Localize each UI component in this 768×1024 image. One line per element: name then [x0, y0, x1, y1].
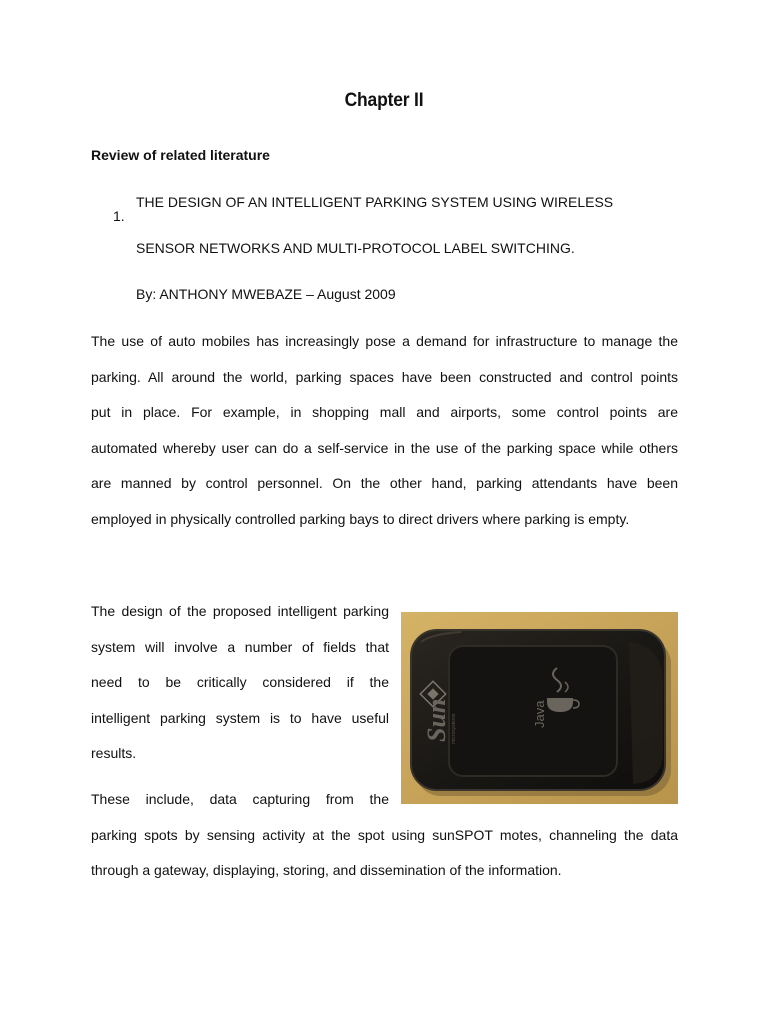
list-number: 1.	[113, 208, 125, 224]
reference-entry	[136, 193, 676, 331]
reference-title-line-1: THE DESIGN OF AN INTELLIGENT PARKING SYSTEM USING WIRELESS	[136, 194, 614, 210]
paragraph-line: parking spots by sensing activity at the spot using sunSPOT motes, channeling the data	[91, 826, 678, 843]
paragraph-line: These include, data capturing from the	[91, 791, 389, 807]
paragraph-line: are manned by control personnel. On the other hand, parking attendants have been	[91, 475, 678, 492]
paragraph-line: through a gateway, displaying, storing, and dissemination of the information.	[91, 862, 562, 879]
sunspot-device-photo	[401, 612, 678, 804]
paragraph-line: intelligent parking system is to have useful	[91, 709, 389, 726]
paragraph-line: employed in physically controlled parking bays to direct drivers where parking is empty.	[91, 510, 630, 527]
paragraph-line: put in place. For example, in shopping mall and airports, some control points are	[91, 404, 678, 421]
java-text: Java	[532, 700, 547, 728]
microsystems-text: microsystems	[451, 713, 457, 744]
section-heading: Review of related literature	[91, 147, 270, 163]
sun-brand-text: Sun	[422, 698, 451, 742]
reference-title-line-2: SENSOR NETWORKS AND MULTI-PROTOCOL LABEL SWITCHING.	[136, 240, 575, 256]
paragraph-line: system will involve a number of fields that	[91, 638, 389, 655]
paragraph-line: The use of auto mobiles has increasingly pose a demand for infrastructure to manage the	[91, 333, 678, 349]
paragraph-line: parking. All around the world, parking spaces have been constructed and control points	[91, 368, 678, 385]
chapter-title: Chapter II	[344, 90, 424, 111]
paragraph-line: The design of the proposed intelligent parking	[91, 603, 389, 619]
sunspot-device-illustration	[401, 612, 678, 804]
reference-byline: By: ANTHONY MWEBAZE – August 2009	[136, 286, 396, 302]
paragraph-line: automated whereby user can do a self-service in the use of the parking space while others	[91, 439, 678, 456]
paragraph-intro	[91, 332, 678, 546]
paragraph-line: results.	[91, 745, 137, 762]
paragraph-line: need to be critically considered if the	[91, 674, 389, 691]
paragraph-design	[91, 602, 389, 780]
device-side-cap	[629, 642, 663, 784]
paragraph-fields	[91, 790, 678, 897]
